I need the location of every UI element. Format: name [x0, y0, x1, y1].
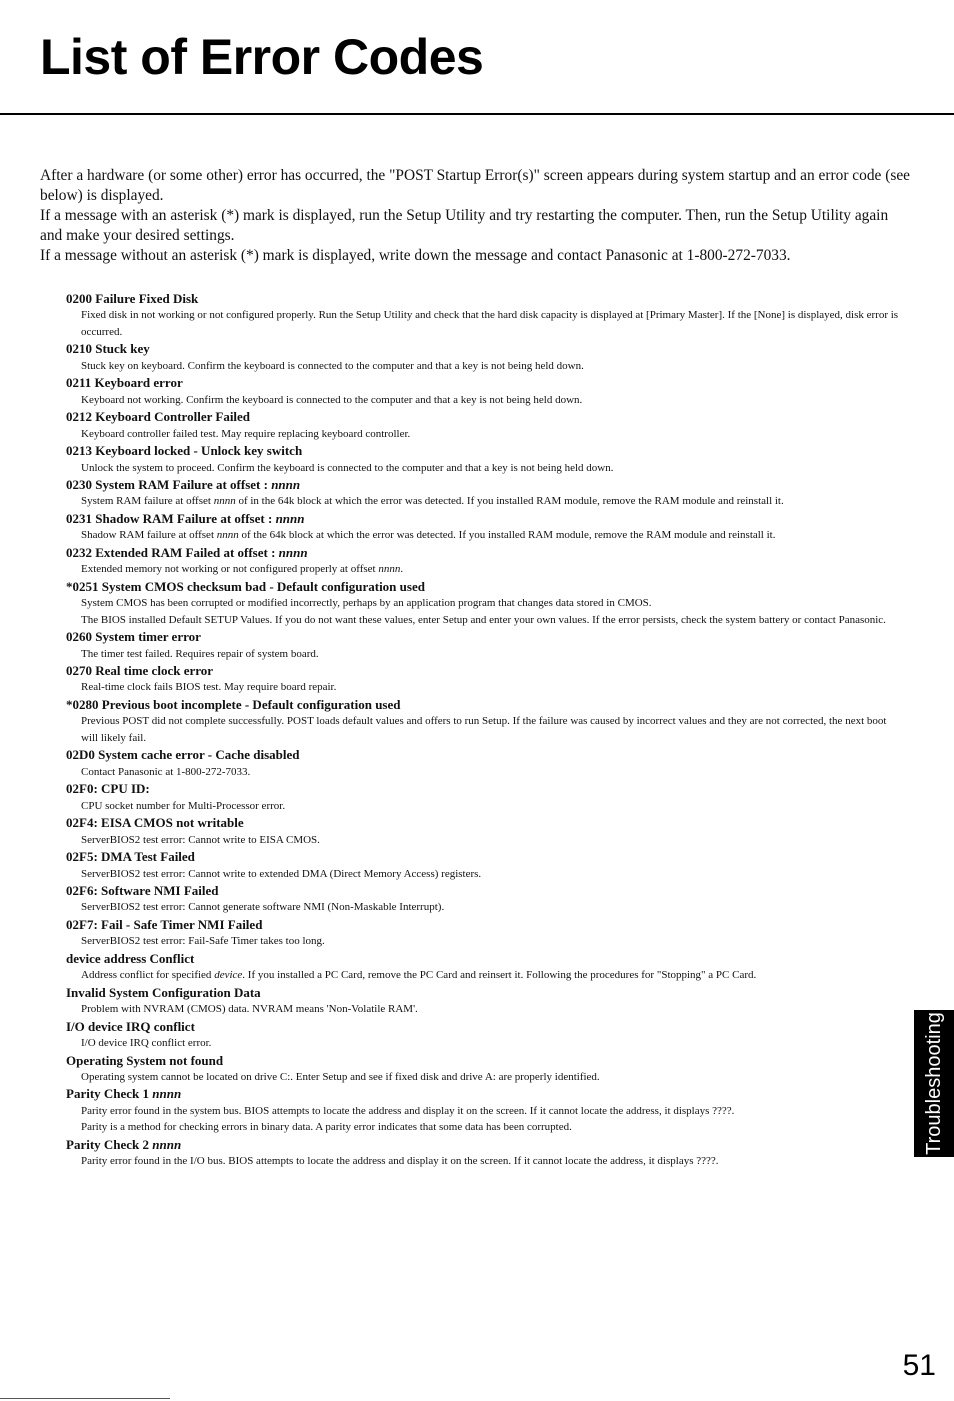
- error-code-variable: nnnn: [278, 544, 308, 560]
- error-code-description: Parity error found in the I/O bus. BIOS attempts to locate the address and display it on the screen. If it cannot locate the address, it displays ????.: [81, 1155, 719, 1168]
- error-code-description: Unlock the system to proceed. Confirm the keyboard is connected to the computer and that a key is not being held down.: [81, 461, 614, 474]
- error-code-description: System CMOS has been corrupted or modified incorrectly, perhaps by an application program that changes data stored in CMOS.: [81, 597, 652, 610]
- error-code-description: The timer test failed. Requires repair of system board.: [81, 647, 319, 660]
- error-code-label: 0231 Shadow RAM Failure at offset :: [66, 510, 276, 526]
- error-code-title: *0280 Previous boot incomplete - Default configuration used: [66, 696, 401, 712]
- error-code-title: [66, 1085, 904, 1102]
- error-code-title: Invalid System Configuration Data: [66, 984, 261, 1000]
- error-code-title: 02F6: Software NMI Failed: [66, 883, 219, 898]
- title-divider: [0, 113, 954, 115]
- error-code-title: 0260 System timer error: [66, 629, 201, 645]
- error-code-description: ServerBIOS2 test error: Cannot write to extended DMA (Direct Memory Access) registers.: [81, 867, 482, 880]
- error-code-list: [66, 290, 904, 1170]
- error-code-title: *0251 System CMOS checksum bad - Default configuration used: [66, 578, 425, 594]
- description-variable: nnnn: [378, 563, 401, 576]
- error-code-label: Parity Check 2: [66, 1136, 153, 1152]
- error-code-variable: nnnn: [275, 510, 305, 526]
- description-variable: device: [214, 969, 243, 982]
- intro-paragraph: After a hardware (or some other) error has occurred, the "POST Startup Error(s)" screen appears during system startup and an error code (see below) is displayed.: [40, 167, 910, 204]
- error-code-label: 0232 Extended RAM Failed at offset :: [66, 544, 279, 560]
- error-code-title: [66, 544, 904, 561]
- section-tab: [914, 1010, 954, 1157]
- error-code-description: Operating system cannot be located on drive C:. Enter Setup and see if fixed disk and drive A: are properly identified.: [81, 1070, 600, 1083]
- error-code-title: device address Conflict: [66, 950, 195, 966]
- error-code-title: 02F7: Fail - Safe Timer NMI Failed: [66, 916, 263, 932]
- description-text: of the 64k block at which the error was detected. If you installed RAM module, remove the RAM module and reinstall it.: [238, 529, 776, 542]
- page-number: 51: [902, 1349, 936, 1382]
- error-code-description: Keyboard controller failed test. May require replacing keyboard controller.: [81, 427, 411, 440]
- description-variable: nnnn: [213, 495, 236, 508]
- error-code-description: I/O device IRQ conflict error.: [81, 1037, 212, 1050]
- footer-divider: [0, 1398, 170, 1399]
- error-code-title: 0212 Keyboard Controller Failed: [66, 409, 251, 425]
- error-code-description: Keyboard not working. Confirm the keyboard is connected to the computer and that a key is not being held down.: [81, 393, 583, 406]
- error-code-title: 0270 Real time clock error: [66, 663, 214, 679]
- error-code-description: CPU socket number for Multi-Processor error.: [81, 799, 286, 812]
- error-code-variable: nnnn: [271, 477, 301, 493]
- error-code-description: Previous POST did not complete successfully. POST loads default values and offers to run Setup. If the failure was caused by incorrect values and they are not corrected, the next boot will likely fail.: [81, 715, 887, 744]
- error-code-label: 0230 System RAM Failure at offset :: [66, 477, 272, 493]
- description-text: of in the 64k block at which the error was detected. If you installed RAM module, remove the RAM module and reinstall it.: [235, 495, 784, 508]
- description-text: Shadow RAM failure at offset: [81, 529, 217, 542]
- error-code-title: 02F4: EISA CMOS not writable: [66, 815, 244, 831]
- error-code-description: ServerBIOS2 test error: Fail-Safe Timer takes too long.: [81, 935, 325, 948]
- error-code-description: ServerBIOS2 test error: Cannot write to EISA CMOS.: [81, 833, 320, 846]
- description-text: . If you installed a PC Card, remove the PC Card and reinsert it. Following the procedures for "Stopping" a PC Card.: [242, 969, 757, 982]
- description-text: Extended memory not working or not configured properly at offset: [81, 563, 379, 576]
- description-text: System RAM failure at offset: [81, 495, 214, 508]
- error-code-title: Operating System not found: [66, 1052, 224, 1068]
- error-code-description: Stuck key on keyboard. Confirm the keyboard is connected to the computer and that a key is not being held down.: [81, 359, 584, 372]
- intro-paragraph: If a message with an asterisk (*) mark is displayed, run the Setup Utility and try restarting the computer. Then, run the Setup Utility again and make your desired settings.: [40, 207, 889, 244]
- error-code-description: Parity is a method for checking errors in binary data. A parity error indicates that some data has been corrupted.: [81, 1121, 572, 1134]
- error-code-label: Parity Check 1: [66, 1086, 153, 1102]
- error-code-title: I/O device IRQ conflict: [66, 1018, 195, 1034]
- description-text: Address conflict for specified: [81, 969, 215, 982]
- error-code-title: [66, 510, 904, 527]
- intro-text: [40, 166, 912, 266]
- description-variable: nnnn: [216, 529, 239, 542]
- page-title: List of Error Codes: [40, 29, 484, 85]
- description-text: .: [400, 563, 404, 576]
- error-code-title: 0213 Keyboard locked - Unlock key switch: [66, 443, 303, 459]
- error-code-title: 02F5: DMA Test Failed: [66, 849, 195, 865]
- error-code-title: 0210 Stuck key: [66, 341, 150, 357]
- error-code-description: Real-time clock fails BIOS test. May require board repair.: [81, 681, 337, 694]
- error-code-description: The BIOS installed Default SETUP Values. If you do not want these values, enter Setup and enter your own values. If the error persists, check the system battery or contact Panasonic.: [81, 613, 886, 626]
- error-code-variable: nnnn: [152, 1086, 182, 1102]
- error-code-title: [66, 476, 904, 493]
- error-code-description: [81, 561, 904, 578]
- error-code-description: [81, 967, 904, 984]
- error-code-description: Fixed disk in not working or not configured properly. Run the Setup Utility and check that the hard disk capacity is displayed at [Primary Master]. If the [None] is displayed, disk error is occurred.: [81, 309, 899, 338]
- error-code-title: 0200 Failure Fixed Disk: [66, 291, 199, 306]
- error-code-title: 02F0: CPU ID:: [66, 781, 150, 797]
- error-code-description: Problem with NVRAM (CMOS) data. NVRAM means 'Non-Volatile RAM'.: [81, 1003, 418, 1016]
- section-tab-label: Troubleshooting: [922, 1012, 945, 1155]
- error-code-description: [81, 493, 904, 510]
- error-code-variable: nnnn: [152, 1136, 182, 1152]
- error-code-description: Parity error found in the system bus. BIOS attempts to locate the address and display it on the screen. If it cannot locate the address, it displays ????.: [81, 1104, 735, 1117]
- error-code-description: ServerBIOS2 test error: Cannot generate software NMI (Non-Maskable Interrupt).: [81, 901, 445, 914]
- error-code-description: [81, 527, 904, 544]
- error-code-title: [66, 1136, 904, 1153]
- error-code-description: Contact Panasonic at 1-800-272-7033.: [81, 765, 251, 778]
- error-code-title: 0211 Keyboard error: [66, 375, 183, 391]
- intro-paragraph: If a message without an asterisk (*) mark is displayed, write down the message and contact Panasonic at 1-800-272-7033.: [40, 247, 791, 264]
- error-code-title: 02D0 System cache error - Cache disabled: [66, 747, 300, 763]
